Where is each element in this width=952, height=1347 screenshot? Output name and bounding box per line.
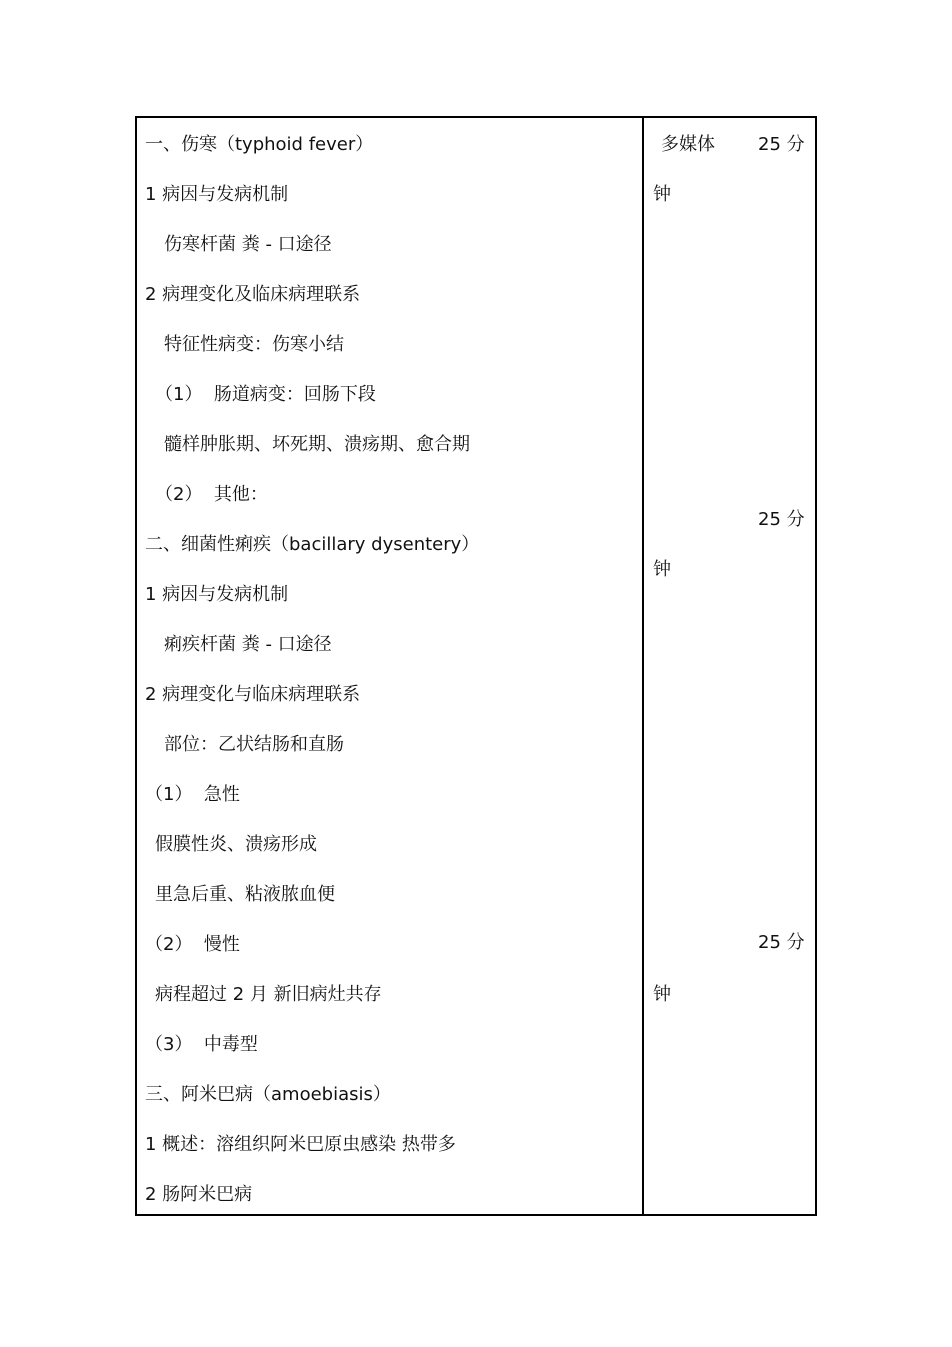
content-line: 1 概述：溶组织阿米巴原虫感染 热带多: [145, 1134, 456, 1155]
column-divider: [642, 118, 644, 1214]
content-line: 部位：乙状结肠和直肠: [164, 734, 344, 755]
content-line: 2 病理变化及临床病理联系: [145, 284, 361, 305]
time-unit: 钟: [653, 184, 671, 205]
section-heading-dysentery: 二、细菌性痢疾（bacillary dysentery）: [145, 534, 480, 555]
content-line: 痢疾杆菌 粪 - 口途径: [164, 634, 332, 655]
content-line: 里急后重、粘液脓血便: [155, 884, 335, 905]
content-line: 特征性病变：伤寒小结: [164, 334, 344, 355]
content-line: （1） 急性: [145, 784, 240, 805]
time-allocation: 25 分: [758, 134, 805, 155]
content-line: （2） 其他：: [155, 484, 268, 505]
content-line: 1 病因与发病机制: [145, 584, 289, 605]
content-line: （1） 肠道病变：回肠下段: [155, 384, 376, 405]
content-line: 假膜性炎、溃疡形成: [155, 834, 317, 855]
content-line: 2 病理变化与临床病理联系: [145, 684, 361, 705]
content-line: 1 病因与发病机制: [145, 184, 289, 205]
content-line: 髓样肿胀期、坏死期、溃疡期、愈合期: [164, 434, 470, 455]
lesson-plan-table: [135, 116, 817, 1216]
content-line: （2） 慢性: [145, 934, 240, 955]
time-allocation: 25 分: [758, 932, 805, 953]
content-line: 伤寒杆菌 粪 - 口途径: [164, 234, 332, 255]
time-allocation: 25 分: [758, 509, 805, 530]
section-heading-amoebiasis: 三、阿米巴病（amoebiasis）: [145, 1084, 391, 1105]
section-heading-typhoid: 一、伤寒（typhoid fever）: [145, 134, 374, 155]
time-unit: 钟: [653, 984, 671, 1005]
content-line: 病程超过 2 月 新旧病灶共存: [155, 984, 382, 1005]
content-line: （3） 中毒型: [145, 1034, 258, 1055]
time-unit: 钟: [653, 559, 671, 580]
content-line: 2 肠阿米巴病: [145, 1184, 253, 1205]
teaching-method: 多媒体: [661, 134, 715, 155]
